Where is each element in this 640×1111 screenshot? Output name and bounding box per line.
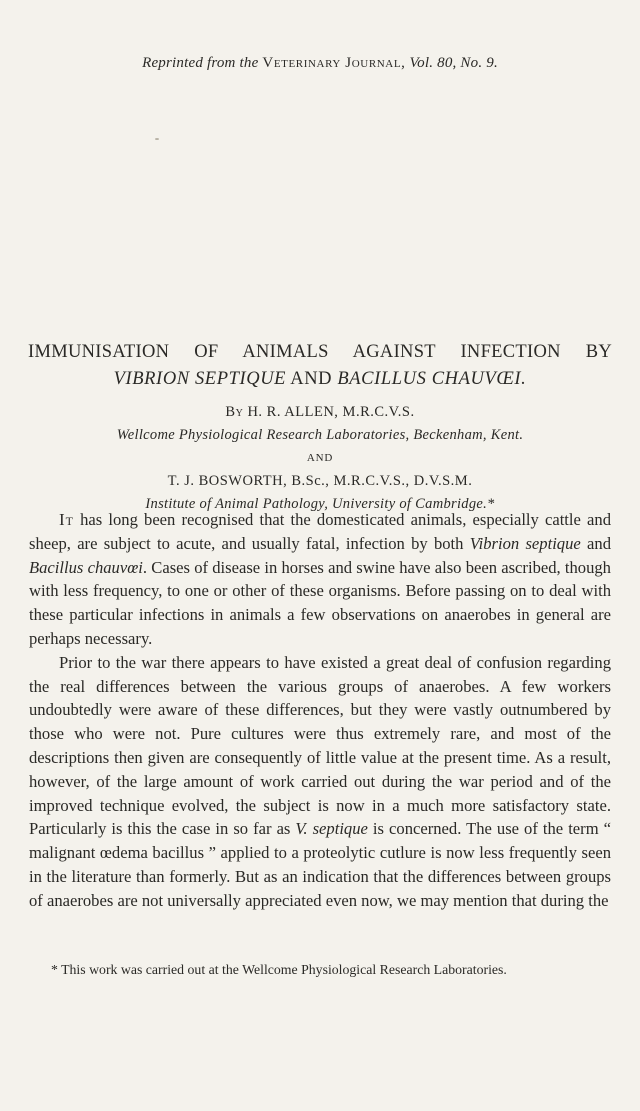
paragraph-1-text-a: has long been recognised that the domesticated animals, especially cattle and sheep, are subject to acute, and usually fatal, infection by both	[29, 510, 611, 553]
by-word: By	[225, 404, 244, 420]
article-title-line-2: VIBRION SEPTIQUE AND BACILLUS CHAUVŒI.	[113, 369, 527, 389]
author-2-name: T. J. BOSWORTH, B.Sc., M.R.C.V.S., D.V.S.M.	[167, 473, 473, 489]
paragraph-2-text-b: is concerned. The use of the term “ malignant œdema bacillus ” applied to a proteolytic cutlure is now less frequently seen in the literature than formerly. But as an indication that the differences between groups of anaerobes are not universally appreciated even now, we may mention that during the	[29, 819, 611, 910]
title-bacillus: BACILLUS CHAUVŒI.	[337, 369, 527, 389]
footnote	[29, 960, 611, 979]
author-1-name: H. R. ALLEN, M.R.C.V.S.	[247, 404, 415, 420]
paragraph-1	[29, 508, 611, 651]
paragraph-1-opening: It	[59, 510, 74, 529]
author-2-affiliation: Institute of Animal Pathology, University of Cambridge.*	[145, 496, 495, 512]
paper-speck	[155, 138, 159, 140]
paragraph-2	[29, 651, 611, 913]
paragraph-1-text-b: . Cases of disease in horses and swine have also been ascribed, though with less frequency, to one or other of these organisms. Before passing on to deal with these particular infections in animals a few observations on anaerobes in general are perhaps necessary.	[29, 557, 611, 648]
footnote-text: * This work was carried out at the Wellcome Physiological Research Laboratories.	[51, 962, 507, 977]
paragraph-1-bacillus: Bacillus chauvœi	[29, 557, 143, 577]
and-separator: AND	[306, 452, 334, 464]
article-title-line-1: IMMUNISATION OF ANIMALS AGAINST INFECTION BY	[28, 342, 612, 362]
title-block	[28, 342, 612, 513]
reprinted-from-text: Reprinted from the	[142, 55, 259, 71]
author-1-affiliation: Wellcome Physiological Research Laboratories, Beckenham, Kent.	[116, 427, 524, 443]
paragraph-2-text-a: Prior to the war there appears to have existed a great deal of confusion regarding the real differences between the various groups of anaerobes. A few workers undoubtedly were aware of these differences, but they were vastly outnumbered by those who were not. Pure cultures were thus extremely rare, and most of the descriptions then given are consequently of little value at the present time. As a result, however, of the large amount of work carried out during the war period and of the improved technique evolved, the subject is now in a much more satisfactory state. Particularly is this the case in so far as	[29, 652, 611, 839]
journal-name: Veterinary Journal,	[262, 55, 406, 71]
paragraph-1-and: and	[580, 533, 612, 553]
title-vibrion: VIBRION SEPTIQUE	[113, 369, 287, 389]
reprint-notice	[0, 55, 640, 72]
article-body	[29, 508, 611, 913]
volume-number: Vol. 80, No. 9.	[409, 55, 498, 71]
author-1	[28, 404, 612, 421]
paragraph-2-vseptique: V. septique	[295, 819, 368, 839]
paragraph-1-vibrion: Vibrion septique	[469, 533, 581, 553]
